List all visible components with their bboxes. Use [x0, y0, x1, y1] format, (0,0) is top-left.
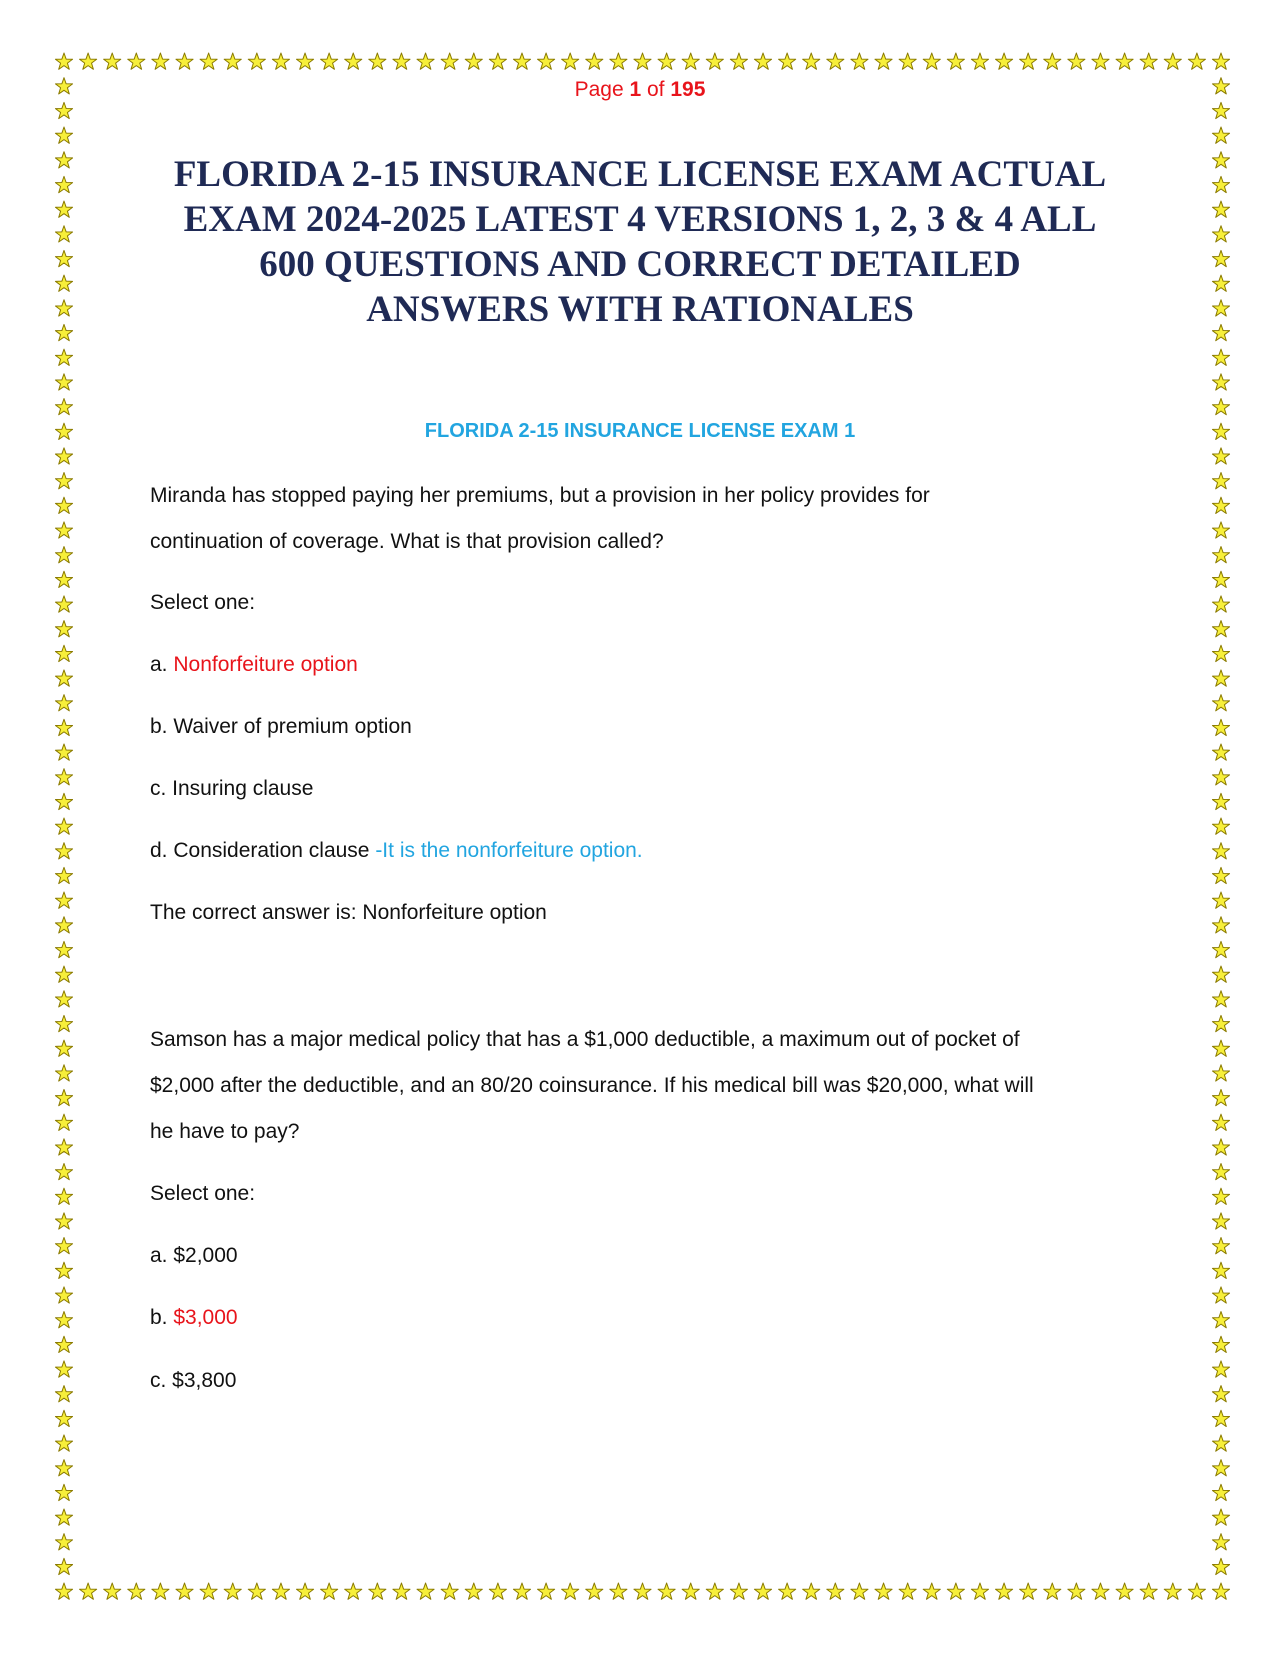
page-current: 1 [629, 78, 642, 101]
option-text: Insuring clause [172, 777, 314, 800]
option-text: $2,000 [173, 1244, 238, 1267]
border-star-icon [923, 1583, 940, 1599]
question-2-option-c [150, 1358, 236, 1404]
border-star-icon [923, 53, 940, 69]
border-star-icon [248, 1583, 265, 1599]
border-star-icon [55, 1188, 72, 1204]
option-prefix: b. [150, 715, 174, 738]
border-star-icon [1188, 53, 1205, 69]
border-star-icon [1116, 1583, 1133, 1599]
question-1-option-a [150, 642, 358, 688]
border-star-icon [706, 53, 723, 69]
question-2-line-1: Samson has a major medical policy that has a $1,000 deductible, a maximum out of pocket of [150, 1028, 1020, 1051]
border-star-icon [55, 719, 72, 735]
border-star-icon [55, 596, 72, 612]
border-star-icon [200, 1583, 217, 1599]
border-star-icon [1044, 1583, 1061, 1599]
question-1-option-b [150, 704, 412, 750]
option-text-correct: Nonforfeiture option [173, 653, 358, 676]
border-star-icon [248, 53, 265, 69]
border-star-icon [55, 324, 72, 340]
border-star-icon [1212, 497, 1229, 513]
document-title [140, 152, 1140, 332]
border-star-icon [1212, 1460, 1229, 1476]
border-star-icon [55, 473, 72, 489]
border-star-icon [513, 53, 530, 69]
border-star-icon [465, 53, 482, 69]
border-star-icon [55, 621, 72, 637]
border-star-icon [321, 1583, 338, 1599]
border-star-icon [1212, 1287, 1229, 1303]
border-star-icon [55, 1213, 72, 1229]
border-star-icon [128, 53, 145, 69]
question-1-select-prompt: Select one: [150, 591, 256, 614]
border-star-icon [1188, 1583, 1205, 1599]
border-star-icon [1092, 53, 1109, 69]
border-star-icon [55, 1336, 72, 1352]
border-star-icon [1212, 522, 1229, 538]
border-star-icon [1212, 1386, 1229, 1402]
border-star-icon [851, 1583, 868, 1599]
question-1-text [150, 473, 930, 565]
border-star-icon [489, 1583, 506, 1599]
border-star-icon [55, 275, 72, 291]
border-star-icon [1212, 102, 1229, 118]
option-prefix: c. [150, 1369, 173, 1392]
border-star-icon [971, 1583, 988, 1599]
border-star-icon [1212, 1484, 1229, 1500]
border-star-icon [1212, 1188, 1229, 1204]
border-star-icon [55, 1163, 72, 1179]
border-star-icon [682, 53, 699, 69]
border-star-icon [610, 1583, 627, 1599]
border-star-icon [104, 53, 121, 69]
border-star-icon [634, 1583, 651, 1599]
question-2-option-b [150, 1295, 238, 1341]
border-star-icon [55, 1583, 72, 1599]
question-2-option-a [150, 1233, 238, 1279]
option-prefix: a. [150, 1244, 174, 1267]
border-star-icon [779, 53, 796, 69]
border-star-icon [55, 867, 72, 883]
border-star-icon [55, 818, 72, 834]
border-star-icon [1212, 1509, 1229, 1525]
border-star-icon [1212, 645, 1229, 661]
border-star-icon [272, 1583, 289, 1599]
border-star-icon [1212, 670, 1229, 686]
border-star-icon [538, 1583, 555, 1599]
question-1-line-2: continuation of coverage. What is that provision called? [150, 530, 664, 553]
title-line-2: EXAM 2024-2025 LATEST 4 VERSIONS 1, 2, 3 & 4 ALL [183, 199, 1097, 240]
border-star-icon [417, 1583, 434, 1599]
border-star-icon [55, 670, 72, 686]
border-star-icon [224, 53, 241, 69]
border-star-icon [345, 1583, 362, 1599]
border-star-icon [55, 201, 72, 217]
border-star-icon [55, 991, 72, 1007]
border-star-icon [1164, 1583, 1181, 1599]
border-star-icon [1212, 621, 1229, 637]
border-star-icon [55, 1089, 72, 1105]
border-star-icon [1212, 201, 1229, 217]
border-star-icon [55, 1410, 72, 1426]
border-star-icon [754, 53, 771, 69]
border-star-icon [1212, 892, 1229, 908]
border-star-icon [586, 53, 603, 69]
border-star-icon [947, 1583, 964, 1599]
border-star-icon [803, 1583, 820, 1599]
question-1-option-c [150, 766, 313, 812]
border-star-icon [1212, 571, 1229, 587]
border-star-icon [55, 571, 72, 587]
border-star-icon [55, 892, 72, 908]
border-star-icon [538, 53, 555, 69]
border-star-icon [1212, 1065, 1229, 1081]
border-star-icon [1212, 843, 1229, 859]
border-star-icon [1212, 1089, 1229, 1105]
border-star-icon [321, 53, 338, 69]
border-star-icon [706, 1583, 723, 1599]
border-star-icon [369, 1583, 386, 1599]
option-prefix: d. [150, 839, 174, 862]
option-text: Waiver of premium option [173, 715, 412, 738]
border-star-icon [1212, 1534, 1229, 1550]
title-line-3: 600 QUESTIONS AND CORRECT DETAILED [259, 244, 1021, 285]
border-star-icon [55, 1287, 72, 1303]
border-star-icon [441, 53, 458, 69]
border-star-icon [55, 398, 72, 414]
border-star-icon [634, 53, 651, 69]
border-star-icon [55, 1262, 72, 1278]
border-star-icon [1212, 991, 1229, 1007]
border-star-icon [1212, 127, 1229, 143]
border-star-icon [1212, 349, 1229, 365]
border-star-icon [55, 522, 72, 538]
border-star-icon [1212, 300, 1229, 316]
question-2-select-prompt: Select one: [150, 1182, 256, 1205]
border-star-icon [899, 53, 916, 69]
border-star-icon [851, 53, 868, 69]
question-2-line-2: $2,000 after the deductible, and an 80/20 coinsurance. If his medical bill was $20,000, what will [150, 1074, 1034, 1097]
border-star-icon [296, 1583, 313, 1599]
border-star-icon [1212, 176, 1229, 192]
rationale-note: -It is the nonforfeiture option. [369, 839, 643, 862]
option-text-correct: $3,000 [173, 1306, 238, 1329]
border-star-icon [55, 966, 72, 982]
border-star-icon [1164, 53, 1181, 69]
border-star-icon [1212, 1361, 1229, 1377]
border-star-icon [1212, 1558, 1229, 1574]
option-text: Consideration clause [173, 839, 370, 862]
border-star-icon [55, 1435, 72, 1451]
border-star-icon [1212, 818, 1229, 834]
border-star-icon [1212, 1040, 1229, 1056]
page-middle: of [641, 78, 671, 101]
border-star-icon [489, 53, 506, 69]
border-star-icon [1212, 250, 1229, 266]
border-star-icon [272, 53, 289, 69]
border-star-icon [996, 53, 1013, 69]
border-star-icon [1212, 1312, 1229, 1328]
border-star-icon [1212, 275, 1229, 291]
border-star-icon [1116, 53, 1133, 69]
border-star-icon [55, 645, 72, 661]
option-prefix: a. [150, 653, 174, 676]
border-star-icon [55, 300, 72, 316]
border-star-icon [441, 1583, 458, 1599]
title-line-1: FLORIDA 2-15 INSURANCE LICENSE EXAM ACTUAL [173, 154, 1107, 195]
option-prefix: c. [150, 777, 173, 800]
border-star-icon [971, 53, 988, 69]
border-star-icon [55, 1484, 72, 1500]
border-star-icon [1044, 53, 1061, 69]
border-star-icon [562, 1583, 579, 1599]
border-star-icon [55, 1534, 72, 1550]
border-star-icon [1212, 966, 1229, 982]
border-star-icon [996, 1583, 1013, 1599]
border-star-icon [779, 1583, 796, 1599]
border-star-icon [296, 53, 313, 69]
border-star-icon [1212, 1015, 1229, 1031]
question-1-correct-answer: The correct answer is: Nonforfeiture option [150, 901, 547, 924]
border-star-icon [55, 695, 72, 711]
border-star-icon [1212, 1262, 1229, 1278]
border-star-icon [55, 152, 72, 168]
border-star-icon [1212, 448, 1229, 464]
border-star-icon [55, 941, 72, 957]
border-star-icon [465, 1583, 482, 1599]
border-star-icon [55, 793, 72, 809]
border-star-icon [152, 53, 169, 69]
border-star-icon [730, 53, 747, 69]
border-star-icon [1212, 793, 1229, 809]
border-star-icon [55, 547, 72, 563]
border-star-icon [1212, 719, 1229, 735]
border-star-icon [55, 176, 72, 192]
border-star-icon [1020, 1583, 1037, 1599]
border-star-icon [55, 53, 72, 69]
section-heading: FLORIDA 2-15 INSURANCE LICENSE EXAM 1 [424, 420, 856, 442]
border-star-icon [55, 744, 72, 760]
border-star-icon [55, 1040, 72, 1056]
border-star-icon [586, 1583, 603, 1599]
border-star-icon [1212, 695, 1229, 711]
question-1-line-1: Miranda has stopped paying her premiums, but a provision in her policy provides for [150, 484, 930, 507]
border-star-icon [1212, 867, 1229, 883]
page-indicator [0, 78, 1280, 102]
page-prefix: Page [574, 78, 630, 101]
border-star-icon [55, 448, 72, 464]
border-star-icon [345, 53, 362, 69]
border-star-icon [393, 1583, 410, 1599]
border-star-icon [200, 53, 217, 69]
option-prefix: b. [150, 1306, 174, 1329]
border-star-icon [55, 1386, 72, 1402]
border-star-icon [1212, 1435, 1229, 1451]
question-2-line-3: he have to pay? [150, 1120, 300, 1143]
border-star-icon [1212, 374, 1229, 390]
border-star-icon [55, 1361, 72, 1377]
border-star-icon [369, 53, 386, 69]
border-star-icon [1212, 1139, 1229, 1155]
border-star-icon [1212, 769, 1229, 785]
border-star-icon [610, 53, 627, 69]
question-2-text [150, 1017, 1034, 1155]
border-star-icon [55, 1312, 72, 1328]
border-star-icon [176, 1583, 193, 1599]
border-star-icon [1212, 1336, 1229, 1352]
border-star-icon [1212, 744, 1229, 760]
border-star-icon [1212, 1583, 1229, 1599]
border-star-icon [658, 1583, 675, 1599]
border-star-icon [1212, 596, 1229, 612]
border-star-icon [875, 53, 892, 69]
border-star-icon [55, 102, 72, 118]
border-star-icon [1212, 941, 1229, 957]
border-star-icon [128, 1583, 145, 1599]
border-star-icon [1212, 1114, 1229, 1130]
border-star-icon [827, 53, 844, 69]
border-star-icon [55, 1460, 72, 1476]
border-star-icon [730, 1583, 747, 1599]
option-text: $3,800 [172, 1369, 237, 1392]
question-1-option-d [150, 828, 643, 874]
border-star-icon [682, 1583, 699, 1599]
border-star-icon [562, 53, 579, 69]
border-star-icon [55, 1015, 72, 1031]
border-star-icon [55, 349, 72, 365]
border-star-icon [1212, 473, 1229, 489]
border-star-icon [1212, 1213, 1229, 1229]
border-star-icon [1212, 1410, 1229, 1426]
border-star-icon [55, 1238, 72, 1254]
border-star-icon [1140, 53, 1157, 69]
border-star-icon [55, 1509, 72, 1525]
border-star-icon [513, 1583, 530, 1599]
border-star-icon [1212, 398, 1229, 414]
border-star-icon [152, 1583, 169, 1599]
border-star-icon [1068, 53, 1085, 69]
border-star-icon [1212, 226, 1229, 242]
border-star-icon [1212, 53, 1229, 69]
title-line-4: ANSWERS WITH RATIONALES [366, 289, 914, 330]
border-star-icon [55, 226, 72, 242]
page-total: 195 [670, 78, 706, 101]
border-star-icon [55, 917, 72, 933]
border-star-icon [658, 53, 675, 69]
border-star-icon [1020, 53, 1037, 69]
border-star-icon [80, 53, 97, 69]
border-star-icon [1068, 1583, 1085, 1599]
border-star-icon [803, 53, 820, 69]
border-star-icon [55, 374, 72, 390]
border-star-icon [393, 53, 410, 69]
border-star-icon [55, 497, 72, 513]
border-star-icon [176, 53, 193, 69]
border-star-icon [1212, 1238, 1229, 1254]
border-star-icon [80, 1583, 97, 1599]
border-star-icon [827, 1583, 844, 1599]
border-star-icon [875, 1583, 892, 1599]
border-star-icon [55, 1065, 72, 1081]
border-star-icon [1212, 547, 1229, 563]
border-star-icon [55, 1558, 72, 1574]
border-star-icon [1212, 1163, 1229, 1179]
border-star-icon [55, 843, 72, 859]
border-star-icon [224, 1583, 241, 1599]
border-star-icon [899, 1583, 916, 1599]
border-star-icon [1092, 1583, 1109, 1599]
border-star-icon [55, 769, 72, 785]
border-star-icon [55, 127, 72, 143]
border-star-icon [1140, 1583, 1157, 1599]
border-star-icon [417, 53, 434, 69]
border-star-icon [1212, 324, 1229, 340]
border-star-icon [55, 250, 72, 266]
border-star-icon [104, 1583, 121, 1599]
border-star-icon [55, 1139, 72, 1155]
border-star-icon [754, 1583, 771, 1599]
border-star-icon [947, 53, 964, 69]
border-star-icon [1212, 917, 1229, 933]
border-star-icon [1212, 152, 1229, 168]
border-star-icon [55, 1114, 72, 1130]
